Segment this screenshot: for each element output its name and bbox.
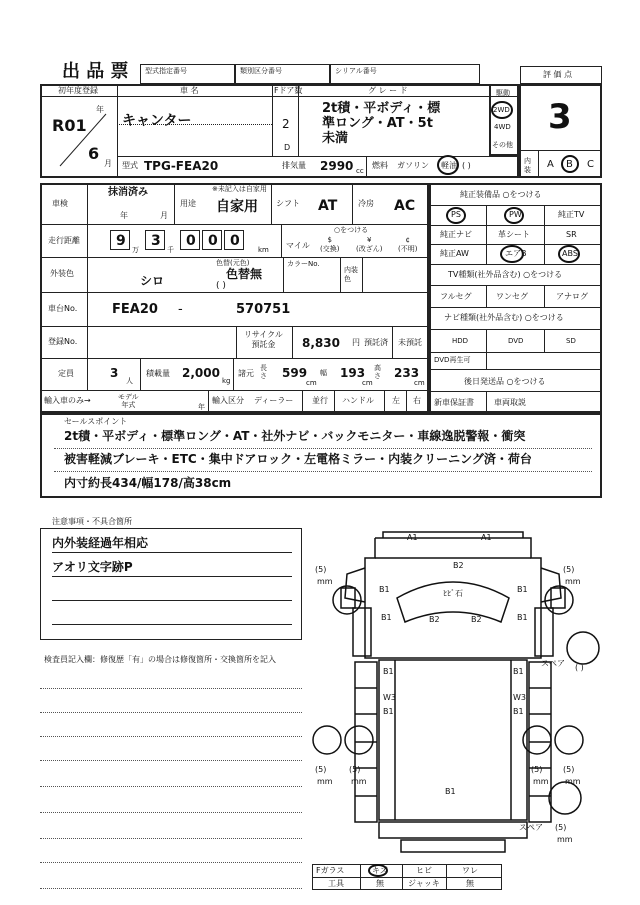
load-value: 2,000 [182,366,220,380]
usage-note: ※未記入は自家用 [212,185,267,193]
displacement-unit: cc [356,167,364,175]
wheel-rear-right-outer [555,726,583,754]
equip-pw: PW [509,210,522,219]
fuel-gasoline: ガソリン [397,161,429,170]
category-number-label: 類別区分番号 [240,67,282,75]
first-reg-label: 初年度登録 [58,86,98,95]
damage-code-b2-right: B2 [471,615,482,624]
car-name-label: 車 名 [180,86,199,95]
tire-mm-front-right: mm [565,577,581,586]
notes-line-2: アオリ文字跡P [52,560,133,574]
interior-grade-b-circle [561,155,579,173]
aftermarket-header: 後日発送品 ○をつける [464,377,546,386]
capacity-label: 定員 [58,369,74,378]
sales-point-label: セールスポイント [64,417,128,426]
meter-exchange: $ (交換) [320,236,340,253]
navi-header: ナビ種類(社外品含む) ○をつける [444,313,564,322]
mileage-digit-4: 0 [202,230,222,250]
first-reg-month-unit: 月 [104,159,112,168]
width-unit: cm [362,379,373,387]
damage-code-b1-left-front: B1 [379,585,390,594]
navi-dvd: DVD [508,337,524,345]
model-designation-label: 型式指定番号 [145,67,187,75]
equip-airbag-circle [500,245,524,263]
tools-value: 無 [376,879,384,888]
height-value: 233 [394,366,420,380]
spare-label-2: スペア [519,823,543,832]
equip-sr: SR [566,230,577,239]
glass-crack: ヒビ [416,866,432,875]
tire-depth-rear-left-outer: (5) [315,765,327,774]
length-value: 599 [282,366,308,380]
displacement-value: 2990 [320,159,354,173]
steering-right: 右 [413,396,421,405]
steering-label: ハンドル [342,396,374,405]
spare-depth-2: (5) [555,823,567,832]
usage-label: 用途 [180,199,196,208]
drive-other: その他 [492,141,513,149]
equip-leather: 革シート [498,230,530,239]
width-value: 193 [340,366,366,380]
width-label: 幅 [320,369,327,377]
color-number-label: カラーNo. [287,260,320,268]
cargo-bed-outline [379,660,527,820]
cab-roof-outline [383,532,523,538]
height-unit: cm [414,379,425,387]
exterior-color-label: 外装色 [50,269,74,278]
mileage-km-unit: km [258,246,269,254]
damage-code-b1-bed-left-1: B1 [383,667,394,676]
tire-mm-rear-left-inner: mm [351,777,367,786]
equip-airbag: エアB [505,249,527,258]
interior-grade-c: C [587,159,594,170]
glass-scratch: キズ [372,866,388,875]
length-unit: cm [306,379,317,387]
spare-tire-2 [549,782,581,814]
capacity-value: 3 [110,366,119,380]
damage-code-b1-bed-right-1: B1 [513,667,524,676]
damage-code-b1-right-front: B1 [517,585,528,594]
spare-label-1: スペア [541,659,565,668]
tire-mm-front-left: mm [317,577,333,586]
import-label: 輸入車のみ→ [44,396,91,405]
recycle-value: 8,830 [302,336,340,350]
chassis-model: FEA20 [112,302,158,317]
shift-value: AT [318,198,338,214]
first-reg-year-unit: 年 [96,105,104,114]
fuel-label: 燃料 [372,161,388,170]
mileage-digit-5: 0 [224,230,244,250]
mileage-label: 走行距離 [48,236,80,245]
notes-line-1: 内外装経過年相応 [52,536,149,550]
equip-aw: 純正AW [440,249,469,258]
recycle-unit: 円 [352,338,360,347]
serial-number-box [330,64,480,84]
shaken-year-unit: 年 [120,211,128,220]
interior-grade-a: A [547,159,554,170]
shaken-value: 抹消済み [108,187,148,198]
mileage-digit-3: 0 [180,230,200,250]
repaint-value: 色替無 [226,267,263,281]
tire-mm-rear-right-inner: mm [533,777,549,786]
tire-mm-rear-left-outer: mm [317,777,333,786]
sales-point-line-2: 被害軽減ブレーキ・ETC・集中ドアロック・左電格ミラー・内装クリーニング済・荷台 [64,452,532,466]
wheel-rear-left-outer [313,726,341,754]
grade-label: グ レ ー ド [368,86,408,95]
equip-pw-circle [504,207,524,224]
damage-code-a1-left: A1 [407,533,418,542]
fuel-diesel-circle [437,155,459,175]
meter-mile-label: マイル [286,241,310,250]
usage-value: 自家用 [216,199,258,215]
model-designation-box [140,64,235,84]
tire-depth-front-right: (5) [563,565,575,574]
tire-depth-rear-right-outer: (5) [563,765,575,774]
mileage-man-unit: 万 [132,246,139,254]
aftermarket-manual: 車両取説 [494,398,526,407]
displacement-label: 排気量 [282,161,306,170]
recycle-unpaid: 未預託 [398,338,422,347]
score-header [520,66,602,84]
interior-grade-b: B [566,159,573,170]
chassis-serial: 570751 [236,302,291,317]
tire-depth-rear-left-inner: (5) [349,765,361,774]
glass-scratch-circle [368,864,388,877]
import-parallel: 並行 [312,396,328,405]
dvd-playback: DVD再生可 [434,356,471,364]
meter-rollback: ¥ (改ざん) [356,236,383,253]
equip-ps-circle [446,207,466,224]
fuel-other: ( ) [462,161,471,170]
dimensions-label: 諸元 [238,369,254,378]
serial-number-label: シリアル番号 [335,67,377,75]
recycle-paid: 預託済 [364,338,388,347]
damage-code-b1-right-door: B1 [517,613,528,622]
aircon-label: 冷房 [358,199,374,208]
tv-header: TV種類(社外品含む) ○をつける [448,270,563,279]
sales-point-line-3: 内寸約長434/幅178/高38cm [64,476,232,490]
first-reg-era-year: R01 [52,116,87,135]
mileage-digit-2: 3 [145,230,165,250]
sheet-title: 出 品 票 [62,61,129,82]
grade-value: 2t積・平ボディ・標 準ロング・AT・5t 未満 [322,101,441,146]
load-label: 積載量 [146,369,170,378]
windshield-outline [397,582,509,622]
glass-header: Fガラス [316,866,345,875]
equip-abs: ABS [562,249,578,258]
repaint-label: 色替(元色) [216,259,250,267]
jack-value: 無 [466,879,474,888]
tire-mm-rear-right-outer: mm [565,777,581,786]
shaken-label: 車検 [52,199,68,208]
sales-point-line-1: 2t積・平ボディ・標準ロング・AT・社外ナビ・バックモニター・車線逸脱警報・衝突 [64,429,526,443]
load-unit: kg [222,377,231,385]
equipment-header: 純正装備品 ○をつける [460,190,542,199]
import-type-label: 輸入区分 [212,396,244,405]
equip-ps: PS [451,210,461,219]
interior-label: 内装 [524,157,531,174]
glass-break: ワレ [462,866,478,875]
model-year-unit: 年 [198,403,205,411]
exterior-color-value: シロ [140,274,165,288]
tire-depth-rear-right-inner: (5) [531,765,543,774]
aftermarket-warranty: 新車保証書 [434,398,474,407]
tire-depth-front-left: (5) [315,565,327,574]
equip-abs-circle [558,245,580,263]
first-reg-slash [56,110,112,170]
tv-oneseg: ワンセグ [496,292,528,301]
fuel-diesel: 軽油 [441,161,457,170]
score-label: 評 価 点 [543,70,573,79]
mileage-sen-unit: 千 [167,246,174,254]
drive-2wd-circle [491,101,513,119]
damage-code-b1-bed-right-2: B1 [513,707,524,716]
damage-code-b1-bed-left-2: B1 [383,707,394,716]
recycle-label: リサイクル 預託金 [244,330,283,349]
spare-mm-2: mm [557,835,573,844]
registration-number-label: 登録No. [48,337,78,346]
model-label: 型式 [122,161,138,170]
notes-label: 注意事項・不具合箇所 [52,517,132,526]
first-reg-month: 6 [88,144,100,163]
damage-code-stone-chip: ﾋﾋﾞ石 [443,589,463,598]
car-name: キャンター [122,113,192,129]
jack-label: ジャッキ [408,879,440,888]
drive-4wd: 4WD [494,123,511,131]
mileage-digit-1: 9 [110,230,130,250]
damage-code-b2-left: B2 [429,615,440,624]
wheel-rear-left-inner [345,726,373,754]
navi-hdd: HDD [452,337,469,345]
damage-code-b2-top: B2 [453,561,464,570]
shift-label: シフト [276,199,300,208]
equip-tv: 純正TV [558,210,585,219]
score-value: 3 [548,97,572,137]
damage-code-a1-right: A1 [481,533,492,542]
chassis-number-label: 車台No. [48,304,78,313]
aircon-value: AC [394,198,416,214]
repaint-paren: ( ) [216,281,226,291]
inspector-label: 検査員記入欄：修復歴「有」の場合は修復箇所・交換箇所を記入 [44,655,276,664]
navi-sd: SD [566,337,576,345]
damage-code-b1-rear: B1 [445,787,456,796]
tv-fullseg: フルセグ [440,292,472,301]
category-number-box [235,64,330,84]
tools-label: 工具 [328,879,344,888]
cab-outline [365,538,541,658]
equip-navi: 純正ナビ [440,230,472,239]
doors-value: 2 [282,117,290,131]
damage-code-w3-right: W3 [513,693,526,702]
meter-circle-note: ○をつける [334,226,369,234]
doors-label: Fドア数 [274,86,303,95]
chassis-dash: - [178,302,183,317]
doors-unit: D [284,143,291,152]
shaken-month-unit: 月 [160,211,168,220]
length-label: 長さ [260,364,267,380]
steering-left: 左 [392,396,400,405]
damage-code-w3-left: W3 [383,693,396,702]
spare-tire-1 [567,632,599,664]
capacity-unit: 人 [126,377,133,385]
drive-2wd: 2WD [493,106,510,114]
meter-unknown: ¢ (不明) [398,236,418,253]
drive-label: 駆動 [496,89,510,97]
damage-code-b1-left-door: B1 [381,613,392,622]
height-label: 高さ [374,364,381,380]
spare-paren-1: ( ) [575,663,584,672]
vehicle-diagram [305,528,605,863]
interior-color-label: 内装 色 [344,266,358,283]
tv-analog: アナログ [556,292,588,301]
model-value: TPG-FEA20 [144,159,219,173]
model-year-label: モデル 年式 [118,393,139,409]
import-dealer: ディーラー [254,396,294,405]
